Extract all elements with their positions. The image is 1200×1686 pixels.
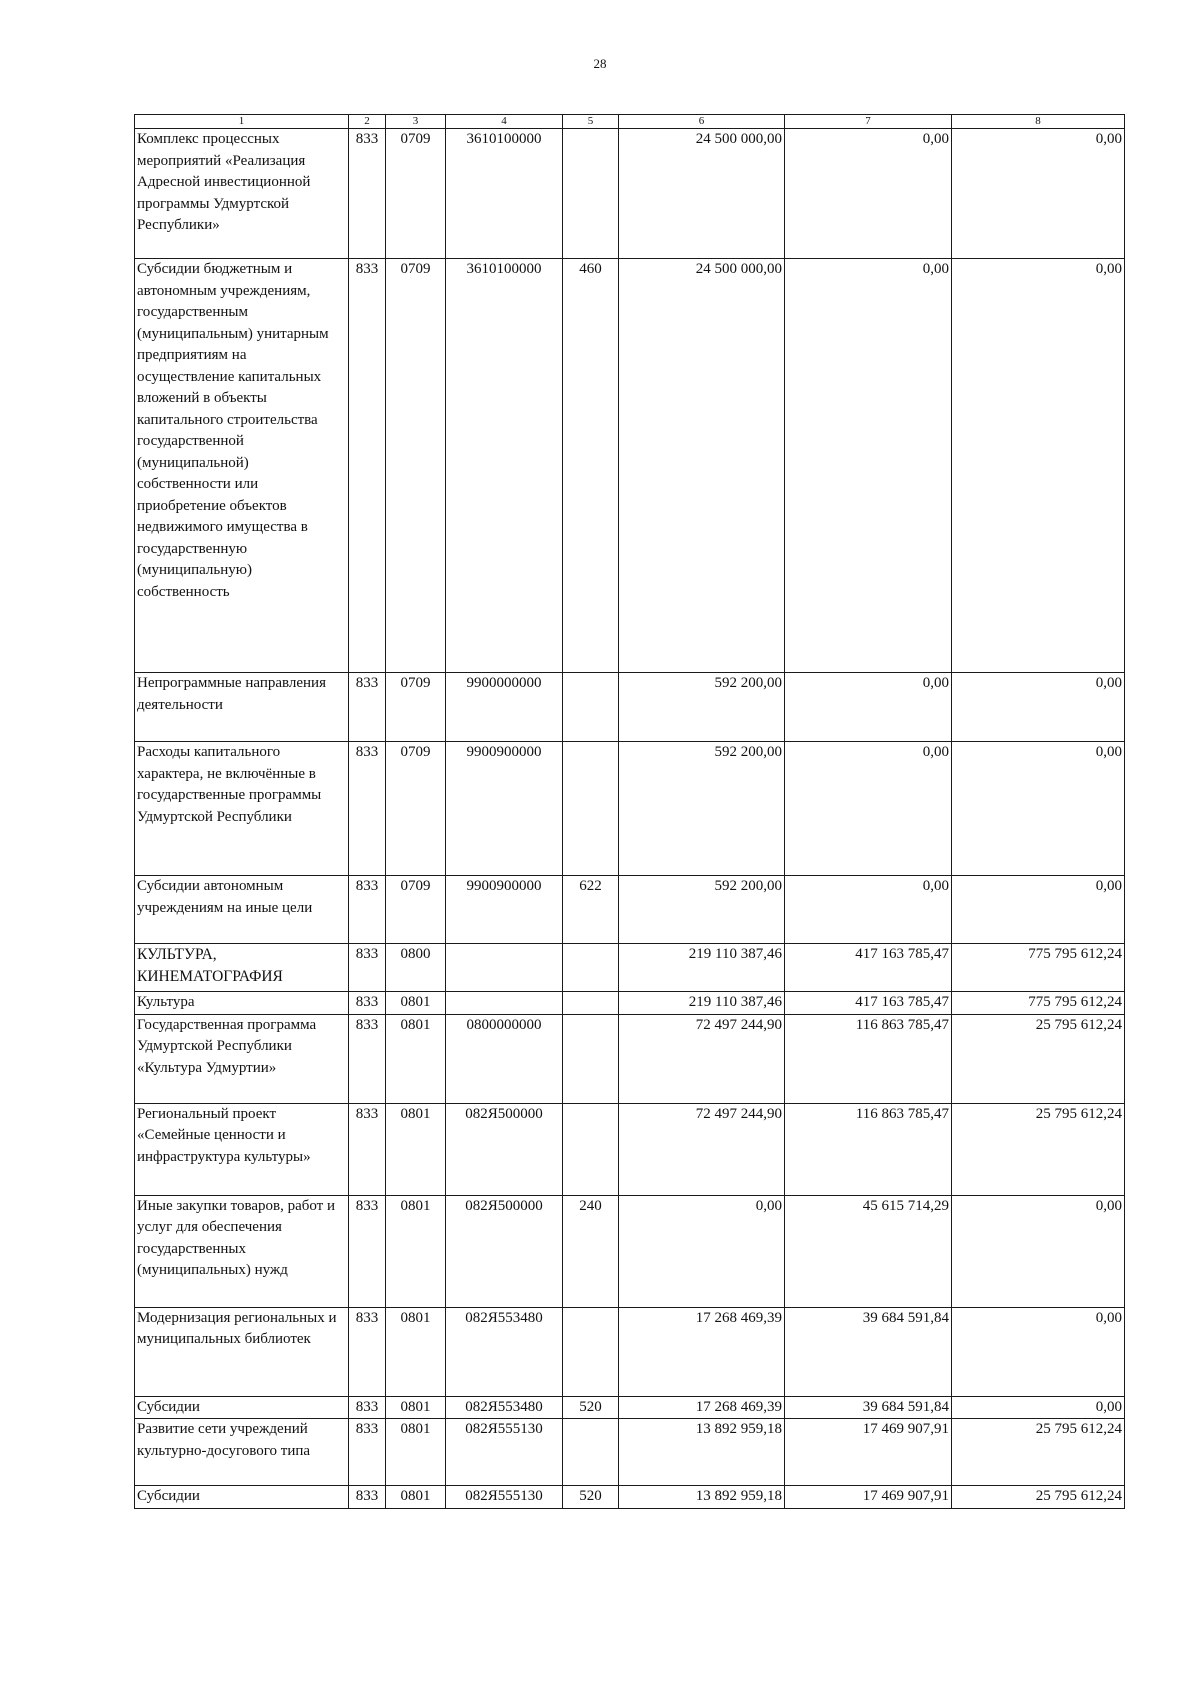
row-vr [563,1014,619,1103]
row-csr [446,992,563,1015]
row-csr: 3610100000 [446,259,563,673]
row-amount-3: 0,00 [952,742,1125,876]
row-name: Культура [135,992,349,1015]
row-amount-2: 0,00 [785,742,952,876]
row-csr: 082Я500000 [446,1103,563,1195]
table-row [135,1014,1125,1103]
row-rz: 0709 [386,259,446,673]
table-row [135,259,1125,673]
row-amount-3: 0,00 [952,1396,1125,1419]
row-amount-1: 0,00 [619,1195,785,1307]
row-amount-1: 72 497 244,90 [619,1014,785,1103]
row-name: Субсидии [135,1396,349,1419]
row-amount-3: 25 795 612,24 [952,1014,1125,1103]
table-row [135,876,1125,944]
row-gr: 833 [349,673,386,742]
row-amount-2: 0,00 [785,259,952,673]
row-amount-3: 25 795 612,24 [952,1486,1125,1509]
row-rz: 0801 [386,1419,446,1486]
row-amount-3: 25 795 612,24 [952,1419,1125,1486]
row-csr: 9900000000 [446,673,563,742]
row-csr [446,944,563,992]
row-gr: 833 [349,1014,386,1103]
table-row [135,944,1125,992]
row-amount-2: 45 615 714,29 [785,1195,952,1307]
row-vr [563,673,619,742]
column-number: 5 [563,115,619,129]
row-amount-2: 417 163 785,47 [785,992,952,1015]
row-vr [563,129,619,259]
row-amount-1: 219 110 387,46 [619,944,785,992]
row-name: Государственная программа Удмуртской Республики «Культура Удмуртии» [135,1014,349,1103]
row-gr: 833 [349,992,386,1015]
row-vr [563,1103,619,1195]
row-amount-3: 0,00 [952,876,1125,944]
row-amount-2: 0,00 [785,129,952,259]
row-csr: 082Я500000 [446,1195,563,1307]
row-name: Расходы капитального характера, не включённые в государственные программы Удмуртской Республики [135,742,349,876]
row-name: Непрограммные направления деятельности [135,673,349,742]
column-number: 2 [349,115,386,129]
row-rz: 0709 [386,742,446,876]
row-amount-2: 17 469 907,91 [785,1419,952,1486]
row-gr: 833 [349,944,386,992]
column-number-row [135,115,1125,129]
table-row [135,673,1125,742]
row-gr: 833 [349,1195,386,1307]
row-rz: 0801 [386,1486,446,1509]
column-number: 8 [952,115,1125,129]
row-amount-3: 0,00 [952,673,1125,742]
table-row [135,1195,1125,1307]
row-amount-2: 0,00 [785,876,952,944]
row-amount-2: 17 469 907,91 [785,1486,952,1509]
row-amount-1: 17 268 469,39 [619,1307,785,1396]
table-row [135,742,1125,876]
row-rz: 0709 [386,673,446,742]
column-number: 3 [386,115,446,129]
table-row [135,1103,1125,1195]
row-amount-2: 39 684 591,84 [785,1307,952,1396]
row-rz: 0709 [386,876,446,944]
row-name: Субсидии автономным учреждениям на иные цели [135,876,349,944]
row-vr [563,742,619,876]
table-row [135,1307,1125,1396]
table-row [135,1396,1125,1419]
row-amount-2: 417 163 785,47 [785,944,952,992]
row-amount-1: 17 268 469,39 [619,1396,785,1419]
row-amount-3: 775 795 612,24 [952,992,1125,1015]
row-gr: 833 [349,259,386,673]
row-vr: 240 [563,1195,619,1307]
row-rz: 0801 [386,1014,446,1103]
row-gr: 833 [349,1103,386,1195]
row-name: КУЛЬТУРА, КИНЕМАТОГРАФИЯ [135,944,349,992]
row-amount-2: 0,00 [785,673,952,742]
column-number: 1 [135,115,349,129]
column-number: 6 [619,115,785,129]
row-amount-2: 39 684 591,84 [785,1396,952,1419]
row-amount-1: 24 500 000,00 [619,129,785,259]
row-rz: 0801 [386,992,446,1015]
table-row [135,992,1125,1015]
row-amount-1: 592 200,00 [619,673,785,742]
row-csr: 9900900000 [446,742,563,876]
row-amount-2: 116 863 785,47 [785,1103,952,1195]
table-row [135,1419,1125,1486]
row-rz: 0800 [386,944,446,992]
row-vr [563,992,619,1015]
page-number: 28 [593,56,607,71]
row-name: Региональный проект «Семейные ценности и инфраструктура культуры» [135,1103,349,1195]
row-amount-1: 24 500 000,00 [619,259,785,673]
row-gr: 833 [349,1307,386,1396]
budget-table [134,114,1125,1509]
row-amount-1: 592 200,00 [619,742,785,876]
row-amount-2: 116 863 785,47 [785,1014,952,1103]
row-vr [563,1307,619,1396]
row-csr: 0800000000 [446,1014,563,1103]
row-name: Субсидии бюджетным и автономным учреждениям, государственным (муниципальным) унитарным предприятиям на осуществление капитальных вложений в объекты капитального строительства государственной (муниципальной) собственности или приобретение объектов недвижимого имущества в государственную (муниципальную) собственность [135,259,349,673]
row-csr: 082Я555130 [446,1486,563,1509]
row-vr: 460 [563,259,619,673]
row-name: Иные закупки товаров, работ и услуг для обеспечения государственных (муниципальных) нужд [135,1195,349,1307]
row-csr: 9900900000 [446,876,563,944]
row-amount-1: 219 110 387,46 [619,992,785,1015]
row-amount-1: 13 892 959,18 [619,1486,785,1509]
table-row [135,1486,1125,1509]
row-csr: 082Я555130 [446,1419,563,1486]
column-number: 4 [446,115,563,129]
row-vr: 622 [563,876,619,944]
row-amount-3: 775 795 612,24 [952,944,1125,992]
row-gr: 833 [349,1396,386,1419]
row-name: Модернизация региональных и муниципальных библиотек [135,1307,349,1396]
row-vr [563,944,619,992]
row-amount-3: 0,00 [952,259,1125,673]
row-csr: 082Я553480 [446,1396,563,1419]
row-csr: 082Я553480 [446,1307,563,1396]
row-rz: 0709 [386,129,446,259]
row-gr: 833 [349,1419,386,1486]
row-vr: 520 [563,1486,619,1509]
row-gr: 833 [349,129,386,259]
row-amount-1: 13 892 959,18 [619,1419,785,1486]
row-rz: 0801 [386,1103,446,1195]
row-gr: 833 [349,876,386,944]
row-vr: 520 [563,1396,619,1419]
row-gr: 833 [349,742,386,876]
row-vr [563,1419,619,1486]
row-name: Субсидии [135,1486,349,1509]
row-csr: 3610100000 [446,129,563,259]
row-amount-3: 25 795 612,24 [952,1103,1125,1195]
row-amount-1: 72 497 244,90 [619,1103,785,1195]
row-name: Развитие сети учреждений культурно-досугового типа [135,1419,349,1486]
row-rz: 0801 [386,1195,446,1307]
row-gr: 833 [349,1486,386,1509]
row-rz: 0801 [386,1307,446,1396]
row-amount-3: 0,00 [952,1307,1125,1396]
row-amount-3: 0,00 [952,1195,1125,1307]
column-number: 7 [785,115,952,129]
row-amount-3: 0,00 [952,129,1125,259]
table-row [135,129,1125,259]
row-rz: 0801 [386,1396,446,1419]
row-name: Комплекс процессных мероприятий «Реализация Адресной инвестиционной программы Удмуртской Республики» [135,129,349,259]
row-amount-1: 592 200,00 [619,876,785,944]
